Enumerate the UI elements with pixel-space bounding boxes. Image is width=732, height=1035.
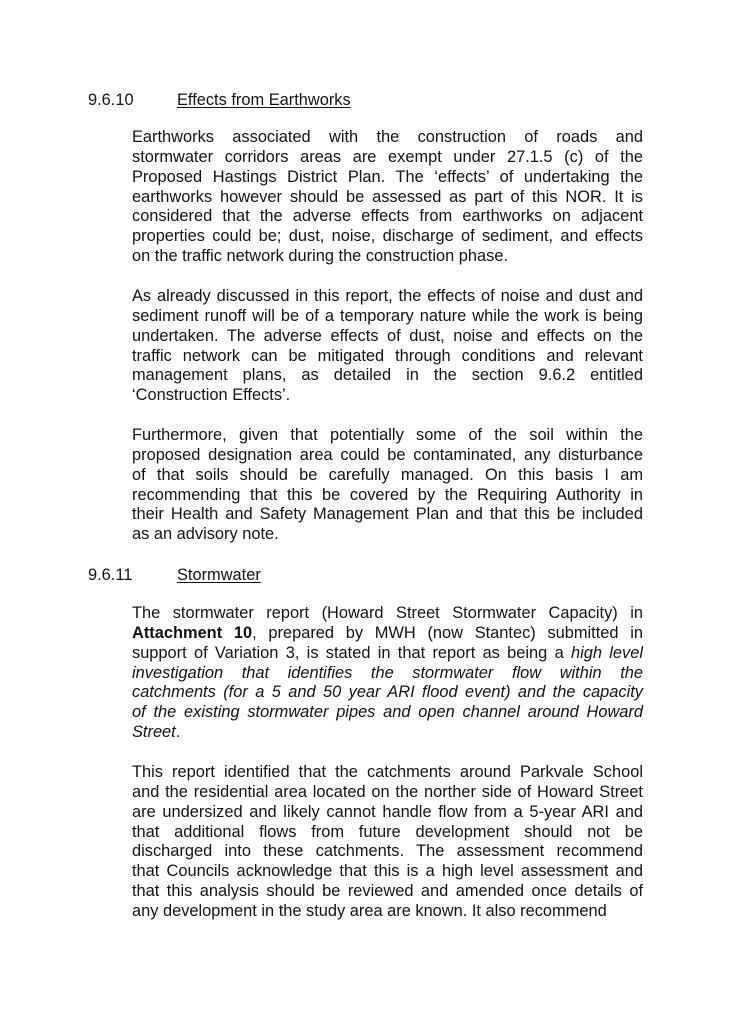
paragraph-contaminated-soil <box>132 426 643 545</box>
text-line: earthworks however should be assessed as part of this NOR. It is <box>132 187 643 206</box>
italic-fragment: high level <box>571 643 643 662</box>
text-line: investigation that identifies the stormwater flow within the <box>132 663 643 682</box>
text-line: and the residential area located on the norther side of Howard Street <box>132 782 643 801</box>
text-line: management plans, as detailed in the section 9.6.2 entitled <box>132 366 643 385</box>
section-heading-9-6-10 <box>88 90 351 110</box>
text-line: properties could be; dust, noise, discharge of sediment, and effects <box>132 227 643 246</box>
text-line <box>132 624 643 644</box>
section-heading-9-6-11 <box>88 565 261 585</box>
text-line: As already discussed in this report, the effects of noise and dust and <box>132 287 643 305</box>
text-line: that Councils acknowledge that this is a high level assessment and <box>132 862 643 881</box>
text-fragment: support of Variation 3, is stated in that report as being a <box>132 643 571 662</box>
text-fragment: , prepared by MWH (now Stantec) submitted in <box>252 623 643 642</box>
text-line: that additional flows from future development should not be <box>132 822 643 841</box>
text-line: of that soils should be carefully managed. On this basis I am <box>132 465 643 484</box>
text-line: Earthworks associated with the construction of roads and <box>132 128 643 146</box>
text-line: Furthermore, given that potentially some of the soil within the <box>132 426 643 444</box>
paragraph-noise-dust <box>132 287 643 406</box>
text-line: Proposed Hastings District Plan. The ‘effects’ of undertaking the <box>132 167 643 186</box>
text-line: sediment runoff will be of a temporary nature while the work is being <box>132 306 643 325</box>
section-number: 9.6.10 <box>88 91 134 109</box>
text-line: of the existing stormwater pipes and open channel around Howard <box>132 703 643 722</box>
text-line: their Health and Safety Management Plan and that this be included <box>132 505 643 524</box>
text-line: discharged into these catchments. The assessment recommend <box>132 842 643 861</box>
text-line: The stormwater report (Howard Street Stormwater Capacity) in <box>132 604 643 622</box>
text-line: undertaken. The adverse effects of dust, noise and effects on the <box>132 326 643 345</box>
text-line: on the traffic network during the construction phase. <box>132 247 508 266</box>
text-line: any development in the study area are known. It also recommend <box>132 901 607 920</box>
text-line: proposed designation area could be contaminated, any disturbance <box>132 445 643 464</box>
text-line: that this analysis should be reviewed and amended once details of <box>132 882 643 901</box>
text-line: as an advisory note. <box>132 525 279 544</box>
text-line: considered that the adverse effects from earthworks on adjacent <box>132 207 643 226</box>
text-line <box>132 723 643 743</box>
section-number: 9.6.11 <box>88 566 133 584</box>
text-fragment: . <box>175 723 181 742</box>
text-line: stormwater corridors areas are exempt under 27.1.5 (c) of the <box>132 147 643 166</box>
attachment-reference: Attachment 10 <box>132 623 253 642</box>
paragraph-stormwater-report <box>132 604 643 743</box>
italic-fragment: Street <box>132 723 176 742</box>
text-line: recommending that this be covered by the Requiring Authority in <box>132 485 643 504</box>
text-line: This report identified that the catchments around Parkvale School <box>132 763 643 781</box>
section-title: Effects from Earthworks <box>177 91 351 109</box>
text-line: traffic network can be mitigated through conditions and relevant <box>132 346 643 365</box>
paragraph-catchments <box>132 763 643 922</box>
text-line: are undersized and likely cannot handle flow from a 5-year ARI and <box>132 802 643 821</box>
text-line: catchments (for a 5 and 50 year ARI flood event) and the capacity <box>132 683 643 702</box>
text-line <box>132 644 643 664</box>
text-line: ‘Construction Effects’. <box>132 386 291 405</box>
section-title: Stormwater <box>177 566 261 584</box>
paragraph-earthworks-exemption <box>132 128 643 267</box>
